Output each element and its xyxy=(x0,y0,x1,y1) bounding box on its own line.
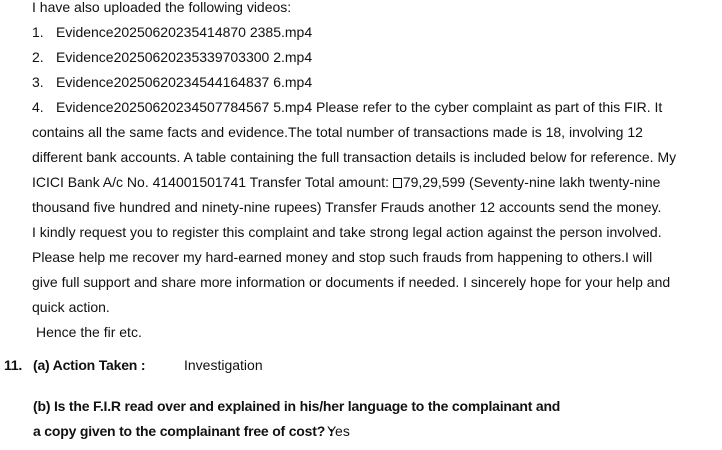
list-number: 2. xyxy=(32,49,44,65)
section-number: 11. xyxy=(4,357,23,373)
videos-intro: I have also uploaded the following videos: xyxy=(32,0,292,15)
action-taken-value: Investigation xyxy=(184,357,263,373)
action-taken-label: (a) Action Taken : xyxy=(33,357,146,373)
body-line: contains all the same facts and evidence.The total number of transactions made is 18, involving 12 xyxy=(32,124,643,140)
video-list-item xyxy=(32,74,312,90)
list-number: 1. xyxy=(32,24,44,40)
body-line: different bank accounts. A table containing the full transaction details is included below for reference. My xyxy=(32,149,677,165)
video-list-item xyxy=(32,24,312,40)
video-filename: Evidence20250620234544164837 6.mp4 xyxy=(56,74,313,90)
missing-glyph-box xyxy=(393,178,402,188)
list-number: 4. xyxy=(32,99,44,115)
amount-line-text: ICICI Bank A/c No. 414001501741 Transfer Total amount: xyxy=(32,174,393,190)
video-filename: Evidence20250620235339703300 2.mp4 xyxy=(56,49,313,65)
body-line: thousand five hundred and ninety-nine rupees) Transfer Frauds another 12 accounts send the money. xyxy=(32,199,662,215)
body-line: give full support and share more information or documents if needed. I sincerely hope for your help and xyxy=(32,274,671,290)
closing-line: Hence the fir etc. xyxy=(36,324,142,340)
fir-copy-question: a copy given to the complainant free of cost? : xyxy=(33,423,334,439)
fir-copy-answer: Yes xyxy=(327,423,350,439)
video-filename: Evidence20250620235414870 2385.mp4 xyxy=(56,24,313,40)
body-line: I kindly request you to register this complaint and take strong legal action against the person involved. xyxy=(32,224,662,240)
amount-line xyxy=(32,174,660,190)
video-list-item xyxy=(32,49,312,65)
video-list-item xyxy=(32,99,662,115)
list-number: 3. xyxy=(32,74,44,90)
fir-read-question: (b) Is the F.I.R read over and explained in his/her language to the complainant and xyxy=(33,398,561,414)
video-filename: Evidence20250620234507784567 5.mp4 Please refer to the cyber complaint as part of this FIR. It xyxy=(56,99,663,115)
amount-line-value: 79,29,599 (Seventy-nine lakh twenty-nine xyxy=(402,174,661,190)
body-line: quick action. xyxy=(32,299,110,315)
body-line: Please help me recover my hard-earned money and stop such frauds from happening to others.I will xyxy=(32,249,653,265)
